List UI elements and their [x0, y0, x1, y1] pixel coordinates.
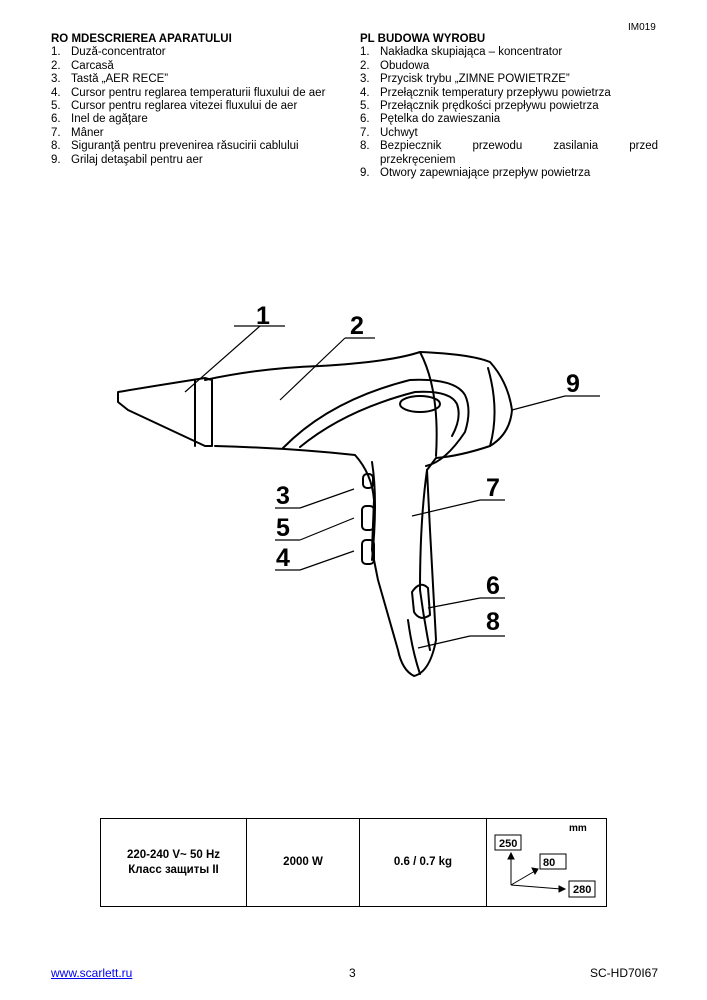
- hair-dryer-diagram: [0, 290, 707, 690]
- pl-section-title: PL BUDOWA WYROBU: [360, 33, 486, 45]
- callout-2: 2: [350, 312, 364, 340]
- callout-6: 6: [486, 572, 500, 600]
- ro-section-title: RO MDESCRIEREA APARATULUI: [51, 33, 232, 45]
- page-number: 3: [349, 966, 356, 980]
- ro-parts-list: [51, 46, 341, 167]
- list-item: 4. Przełącznik temperatury przepływu powietrza: [360, 86, 611, 99]
- dimension-length: 280: [573, 884, 592, 896]
- callout-3: 3: [276, 482, 290, 510]
- callout-1: 1: [256, 302, 270, 330]
- callout-8: 8: [486, 608, 500, 636]
- body-outline: [205, 352, 512, 676]
- dimensions-unit: mm: [569, 823, 587, 834]
- weight-cell: 0.6 / 0.7 kg: [360, 819, 487, 907]
- voltage-cell: [101, 819, 247, 907]
- model-number: SC-HD70I67: [590, 966, 659, 980]
- pl-parts-list: [360, 46, 658, 180]
- pl-item-8-line-1: Bezpiecznik przewodu zasilania przed: [380, 140, 658, 153]
- protection-class-text: Класс защиты II: [128, 863, 219, 876]
- list-item: 7. Mâner: [51, 126, 104, 139]
- dimension-width: 80: [543, 857, 556, 869]
- list-item: 5. Cursor pentru reglarea vitezei fluxului de aer: [51, 100, 298, 113]
- power-cell: 2000 W: [247, 819, 360, 907]
- list-item: 7. Uchwyt: [360, 126, 418, 139]
- list-item: 6. Pętelka do zawieszania: [360, 113, 501, 126]
- pl-item-8-line-2: przekręceniem: [380, 153, 456, 166]
- list-item: 1. Duză-concentrator: [51, 46, 166, 59]
- dimensions-cell: [487, 819, 607, 907]
- list-item: 2. Obudowa: [360, 59, 430, 72]
- ro-description-section: [51, 33, 341, 167]
- list-item: 3. Przycisk trybu „ZIMNE POWIETRZE”: [360, 73, 570, 86]
- list-item: 4. Cursor pentru reglarea temperaturii fluxului de aer: [51, 86, 326, 99]
- list-item: 9. Grilaj detaşabil pentru aer: [51, 153, 203, 166]
- website-link[interactable]: www.scarlett.ru: [51, 966, 133, 980]
- list-item: 3. Tastă „AER RECE”: [51, 73, 169, 86]
- list-item: 6. Inel de agăţare: [51, 113, 148, 126]
- callout-7: 7: [486, 474, 500, 502]
- list-item: 5. Przełącznik prędkości przepływu powietrza: [360, 100, 599, 113]
- pl-description-section: [360, 33, 658, 180]
- rear-body-seam: [420, 352, 437, 456]
- voltage-text: 220-240 V~ 50 Hz: [126, 848, 221, 861]
- rear-grille: [488, 368, 495, 446]
- callout-5: 5: [276, 514, 290, 542]
- dimension-height: 250: [499, 838, 518, 850]
- dimensions-diagram: [487, 819, 611, 908]
- list-item: 1. Nakładka skupiająca – koncentrator: [360, 46, 563, 59]
- list-item: 2. Carcasă: [51, 59, 114, 72]
- document-code: IM019: [628, 22, 656, 33]
- list-item: 8. Siguranţă pentru prevenirea răsucirii cablului: [51, 140, 299, 153]
- nozzle-outline: [118, 378, 212, 446]
- list-item: 8. Bezpiecznik przewodu zasilania przed przekręceniem: [360, 140, 658, 166]
- callout-4: 4: [276, 544, 290, 572]
- callout-9: 9: [566, 370, 580, 398]
- cable-guard: [408, 620, 420, 674]
- specifications-table: [100, 818, 607, 907]
- list-item: 9. Otwory zapewniające przepływ powietrza: [360, 167, 591, 180]
